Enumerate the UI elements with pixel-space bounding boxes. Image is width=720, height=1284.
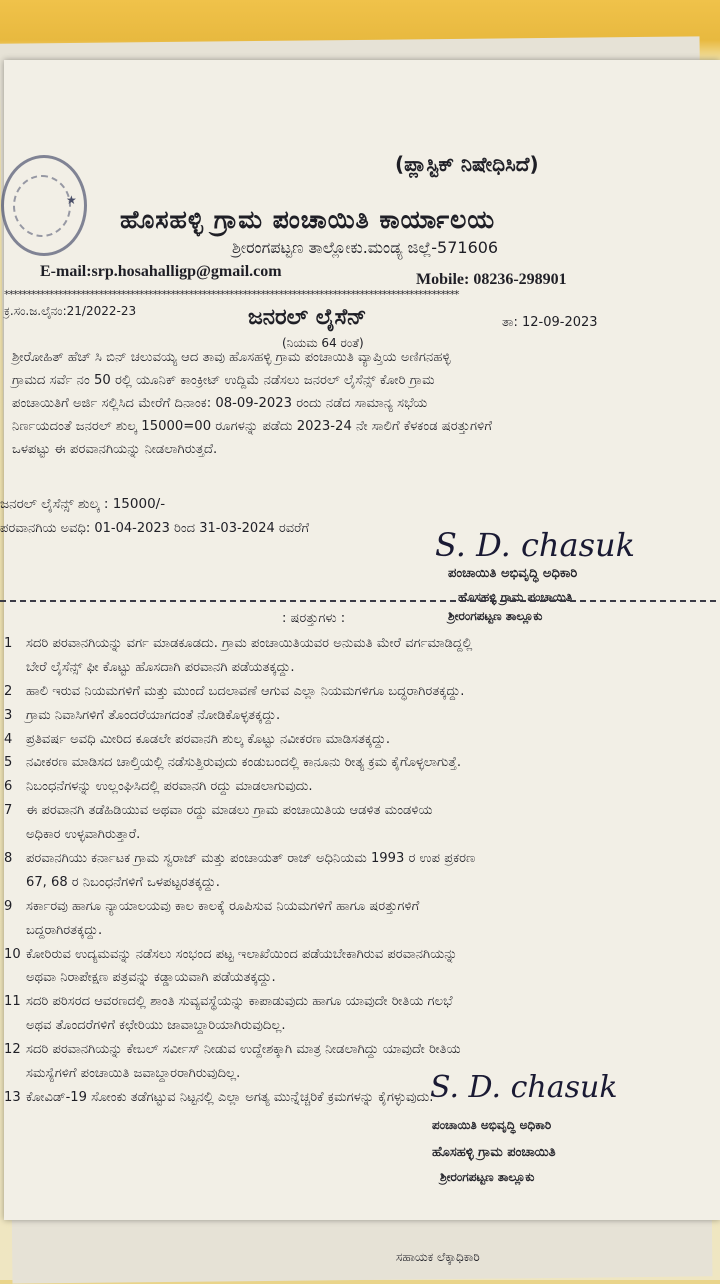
condition-item: 13 ಕೋವಿಡ್-19 ಸೋಂಕು ತಡೆಗಟ್ಟುವ ನಿಟ್ಟನಲ್ಲಿ ಎಲ್ಲಾ ಅಗತ್ಯ ಮುನ್ನೆಚ್ಚರಿಕೆ ಕ್ರಮಗಳನ್ನು ಕೈಗಳ್ಳುವುದು. (4, 1089, 434, 1105)
signatory-title-bottom: ಪಂಚಾಯಿತಿ ಅಭಿವೃದ್ಧಿ ಅಧಿಕಾರಿ (432, 1118, 552, 1132)
license-validity-period: ಪರವಾನಗಿಯ ಅವಧಿ: 01-04-2023 ರಿಂದ 31-03-2024 ರವರೆಗೆ (0, 521, 310, 536)
signatory-office: ಹೊಸಹಳ್ಳಿ ಗ್ರಾಮ ಪಂಚಾಯಿತಿ (458, 590, 573, 604)
signatory-office-bottom: ಹೊಸಹಳ್ಳಿ ಗ್ರಾಮ ಪಂಚಾಯಿತಿ (432, 1145, 556, 1160)
header-separator: ***************************************************************************************************** (4, 288, 459, 301)
condition-item: 3 ಗ್ರಾಮ ನಿವಾಸಿಗಳಿಗೆ ತೊಂದರೆಯಾಗದಂತೆ ನೋಡಿಕೊಳ್ಳತಕ್ಕದ್ದು. (4, 707, 281, 723)
office-mobile: Mobile: 08236-298901 (416, 271, 567, 288)
office-name-heading: ಹೊಸಹಳ್ಳಿ ಗ್ರಾಮ ಪಂಚಾಯಿತಿ ಕಾರ್ಯಾಲಯ (120, 205, 496, 234)
rule-reference: (ನಿಯಮ 64 ರಂತೆ) (282, 336, 364, 350)
condition-item: 5 ನವೀಕರಣ ಮಾಡಿಸದ ಚಾಲ್ತಿಯಲ್ಲಿ ನಡೆಸುತ್ತಿರುವುದು ಕಂಡುಬಂದಲ್ಲಿ ಕಾನೂನು ರೀತ್ಯ ಕ್ರಮ ಕೈಗೊಳ್ಳಲಾಗುತ್ತೆ. (4, 755, 462, 771)
office-seal-inner-ring (13, 175, 71, 237)
body-line: ಗ್ರಾಮದ ಸರ್ವೆ ನಂ 50 ರಲ್ಲಿ ಯೂನಿಕ್ ಕಾಂಕ್ರೀಟ್ ಉದ್ದಿಮೆ ನಡೆಸಲು ಜನರಲ್ ಲೈಸೆನ್ಸ್ ಕೋರಿ ಗ್ರಾಮ (12, 373, 435, 388)
condition-item: ಅಥವಾ ನಿರಾಪೇಕ್ಷಣ ಪತ್ರವನ್ನು ಕಡ್ಡಾಯವಾಗಿ ಪಡೆಯತಕ್ಕದ್ದು. (26, 970, 276, 986)
condition-item: 9 ಸರ್ಕಾರವು ಹಾಗೂ ನ್ಯಾಯಾಲಯವು ಕಾಲ ಕಾಲಕ್ಕೆ ರೂಪಿಸುವ ನಿಯಮಗಳಿಗೆ ಹಾಗೂ ಷರತ್ತುಗಳಿಗೆ (4, 898, 420, 914)
body-line: ಒಳಪಟ್ಟು ಈ ಪರವಾನಗಿಯನ್ನು ನೀಡಲಾಗಿರುತ್ತದೆ. (12, 442, 218, 457)
condition-item: 7 ಈ ಪರವಾನಗಿ ತಡೆಹಿಡಿಯುವ ಅಥವಾ ರದ್ದು ಮಾಡಲು ಗ್ರಾಮ ಪಂಚಾಯಿತಿಯ ಆಡಳಿತ ಮಂಡಳಿಯ (4, 803, 433, 819)
conditions-list (0, 632, 716, 1110)
license-fee: ಜನರಲ್ ಲೈಸೆನ್ಸ್ ಶುಲ್ಕ : 15000/- (0, 496, 166, 512)
condition-item: 6 ನಿಬಂಧನೆಗಳನ್ನು ಉಲ್ಲಂಘಿಸಿದಲ್ಲಿ ಪರವಾನಗಿ ರದ್ದು ಮಾಡಲಾಗುವುದು. (4, 779, 313, 795)
condition-item: 67, 68 ರ ನಿಬಂಧನೆಗಳಿಗೆ ಒಳಪಟ್ಟರತಕ್ಕದ್ದು. (26, 874, 220, 890)
issue-date: ತಾ: 12-09-2023 (502, 315, 598, 330)
officer-signature: S. D. chasuk (435, 526, 636, 564)
officer-signature-bottom: S. D. chasuk (430, 1070, 618, 1105)
office-email: E-mail:srp.hosahalligp@gmail.com (40, 263, 282, 280)
signatory-taluk-bottom: ಶ್ರೀರಂಗಪಟ್ಟಣ ತಾಲ್ಲೂಕು (440, 1170, 535, 1184)
condition-item: ಅಥವ ತೊಂದರೆಗಳಿಗೆ ಕಛೇರಿಯು ಜಾವಾಬ್ದಾರಿಯಾಗಿರುವುದಿಲ್ಲ. (26, 1018, 286, 1034)
plastic-ban-notice: (ಪ್ಲಾಸ್ಟಿಕ್ ನಿಷೇಧಿಸಿದೆ) (395, 152, 539, 176)
condition-item: 12 ಸದರಿ ಪರವಾನಗಿಯನ್ನು ಕೇಬಲ್ ಸರ್ವೀಸ್ ನೀಡುವ ಉದ್ದೇಶಕ್ಕಾಗಿ ಮಾತ್ರ ನೀಡಲಾಗಿದ್ದು ಯಾವುದೇ ರೀತಿಯ (4, 1042, 461, 1058)
seal-star-icon: ★ (66, 193, 77, 207)
conditions-heading: : ಷರತ್ತುಗಳು : (282, 611, 346, 626)
condition-item: 11 ಸದರಿ ಪರಿಸರದ ಆವರಣದಲ್ಲಿ ಶಾಂತಿ ಸುವ್ಯವಸ್ಥೆಯನ್ನು ಕಾಪಾಡುವುದು ಹಾಗೂ ಯಾವುದೇ ರೀತಿಯ ಗಲಭೆ (4, 994, 453, 1010)
office-address: ಶ್ರೀರಂಗಪಟ್ಟಣ ತಾಲ್ಲೋಕು.ಮಂಡ್ಯ ಜಿಲ್ಲೆ-571606 (232, 238, 499, 257)
condition-item: ಸಮಸ್ಯೆಗಳಿಗೆ ಪಂಚಾಯಿತಿ ಜವಾಬ್ದಾರರಾಗಿರುವುದಿಲ್ಲ. (26, 1066, 241, 1082)
signatory-title: ಪಂಚಾಯಿತಿ ಅಭಿವೃದ್ಧಿ ಅಧಿಕಾರಿ (448, 566, 578, 581)
condition-item: 1 ಸದರಿ ಪರವಾನಗಿಯನ್ನು ವರ್ಗ ಮಾಡಕೂಡದು. ಗ್ರಾಮ ಪಂಚಾಯಿತಿಯವರ ಅನುಮತಿ ಮೇರೆ ವರ್ಗಮಾಡಿದ್ದಲ್ಲಿ (4, 636, 473, 651)
condition-item: ಬೇರೆ ಲೈಸೆನ್ಸ್ ಫೀ ಕೊಟ್ಟು ಹೊಸದಾಗಿ ಪರವಾನಗಿ ಪಡೆಯತಕ್ಕದ್ದು. (26, 659, 295, 675)
reference-number: ಕ್ರ.ಸಂ.ಜ.ಲೈನಂ:21/2022-23 (4, 304, 137, 318)
condition-item: 2 ಹಾಲಿ ಇರುವ ನಿಯಮಗಳಿಗೆ ಮತ್ತು ಮುಂದೆ ಬದಲಾವಣೆ ಆಗುವ ಎಲ್ಲಾ ನಿಯಮಗಳಿಗೂ ಬದ್ಧರಾಗಿರತಕ್ಕದ್ದು. (4, 683, 465, 699)
condition-item: 4 ಪ್ರತಿವರ್ಷ ಅವಧಿ ಮೀರಿದ ಕೂಡಲೇ ಪರವಾನಗಿ ಶುಲ್ಕ ಕೊಟ್ಟು ನವೀಕರಣ ಮಾಡಿಸತಕ್ಕದ್ದು. (4, 731, 391, 747)
underlying-sheet-text: ಸಹಾಯಕ ಲೆಕ್ಕಾಧಿಕಾರಿ (396, 1250, 480, 1264)
body-line: ಶ್ರೀರೋಹಿತ್ ಹೆಚ್ ಸಿ ಬಿನ್ ಚಲುವಯ್ಯ ಆದ ತಾವು ಹೊಸಹಳ್ಳಿ ಗ್ರಾಮ ಪಂಚಾಯಿತಿ ವ್ಯಾಪ್ತಿಯ ಅಣಿಗನಹಳ್ಳಿ (12, 350, 451, 365)
condition-item: 8 ಪರವಾನಗಿಯು ಕರ್ನಾಟಕ ಗ್ರಾಮ ಸ್ವರಾಜ್ ಮತ್ತು ಪಂಚಾಯತ್ ರಾಜ್ ಅಧಿನಿಯಮ 1993 ರ ಉಪ ಪ್ರಕರಣ (4, 851, 476, 867)
license-body-text (12, 346, 492, 461)
condition-item: ಅಧಿಕಾರ ಉಳ್ಳವಾಗಿರುತ್ತಾರೆ. (26, 827, 141, 843)
section-divider (0, 600, 716, 602)
body-line: ಪಂಚಾಯಿತಿಗೆ ಅರ್ಜಿ ಸಲ್ಲಿಸಿದ ಮೇರೆಗೆ ದಿನಾಂಕ: 08-09-2023 ರಂದು ನಡೆದ ಸಾಮಾನ್ಯ ಸಭೆಯ (12, 396, 428, 411)
body-line: ನಿರ್ಣಯದಂತೆ ಜನರಲ್ ಶುಲ್ಕ 15000=00 ರೂಗಳನ್ನು ಪಡೆದು 2023-24 ನೇ ಸಾಲಿಗೆ ಕೆಳಕಂಡ ಷರತ್ತುಗಳಿಗೆ (12, 419, 493, 434)
license-title: ಜನರಲ್ ಲೈಸೆನ್ (248, 305, 367, 330)
signatory-taluk: ಶ್ರೀರಂಗಪಟ್ಟಣ ತಾಲ್ಲೂಕು (448, 609, 543, 623)
condition-item: ಬದ್ದರಾಗಿರತಕ್ಕದ್ದು. (26, 922, 103, 938)
condition-item: 10 ಕೋರಿರುವ ಉದ್ಯಮವನ್ನು ನಡೆಸಲು ಸಂಭಂದ ಪಟ್ಟ ಇಲಾಖೆಯಿಂದ ಪಡೆಯಬೇಕಾಗಿರುವ ಪರವಾನಗಿಯನ್ನು (4, 946, 458, 962)
